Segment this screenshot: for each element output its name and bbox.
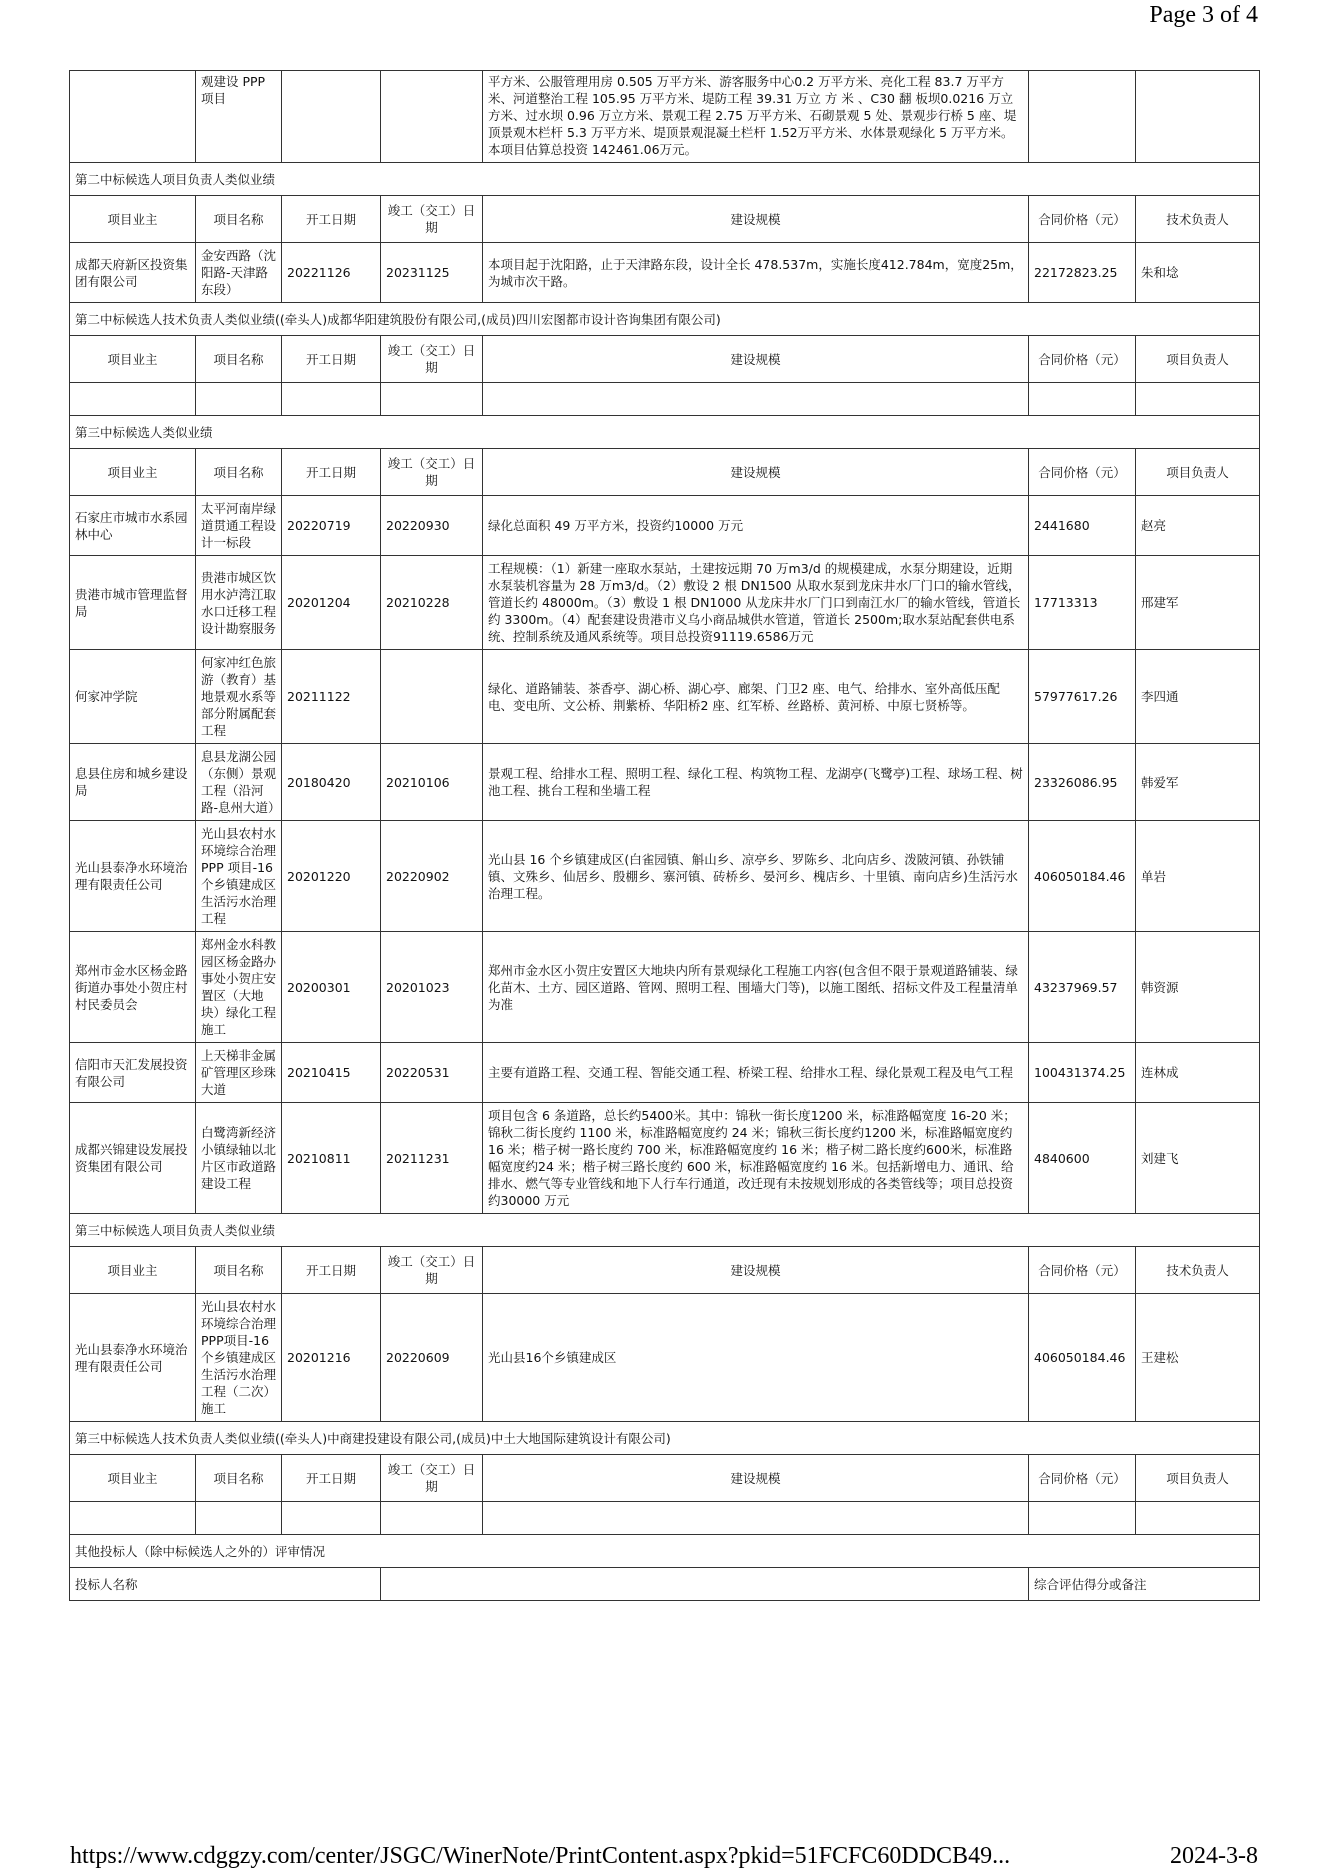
empty-cell (70, 1502, 196, 1535)
col-header-scale: 建设规模 (483, 1247, 1029, 1294)
section-title: 第三中标候选人技术负责人类似业绩((牵头人)中商建投建设有限公司,(成员)中土大地国际建筑设计有限公司) (70, 1422, 1260, 1455)
table-row (70, 243, 1260, 303)
cell-end-date: 20210228 (381, 556, 483, 650)
empty-cell (483, 1502, 1029, 1535)
empty-row (70, 383, 1260, 416)
cell-owner: 成都兴锦建设发展投资集团有限公司 (70, 1103, 196, 1214)
cell-c1 (70, 71, 196, 163)
cell-lead: 刘建飞 (1136, 1103, 1260, 1214)
empty-cell (1136, 1502, 1260, 1535)
results-table (69, 70, 1260, 1601)
col-header-price: 合同价格（元） (1029, 196, 1136, 243)
cell-project-name: 郑州金水科教园区杨金路办事处小贺庄安置区（大地块）绿化工程施工 (196, 932, 282, 1043)
col-header-owner: 项目业主 (70, 196, 196, 243)
col-header-start: 开工日期 (282, 336, 381, 383)
cell-start-date: 20201204 (282, 556, 381, 650)
cell-owner: 息县住房和城乡建设局 (70, 744, 196, 821)
cell-lead: 邢建军 (1136, 556, 1260, 650)
cell-c5: 平方米、公服管理用房 0.505 万平方米、游客服务中心0.2 万平方米、亮化工程 83.7 万平方米、河道整治工程 105.95 万平方米、堤防工程 39.31 万立 方 米 、C30 翻 板坝0.0216 万立方米、过水坝 0.96 万立方米、景观工程 2.75 万平方米、石砌景观 5 处、景观步行桥 5 座、堤顶景观木栏杆 5.3 万平方米、堤顶景观混凝土栏杆 1.52万平方米、水体景观绿化 5 万平方米。本项目估算总投资 142461.06万元。 (483, 71, 1029, 163)
col-header-owner: 项目业主 (70, 336, 196, 383)
cell-scale: 本项目起于沈阳路，止于天津路东段，设计全长 478.537m，实施长度412.784m，宽度25m，为城市次干路。 (483, 243, 1029, 303)
section-title: 第三中标候选人项目负责人类似业绩 (70, 1214, 1260, 1247)
cell-owner: 光山县泰净水环境治理有限责任公司 (70, 1294, 196, 1422)
cell-end-date (381, 650, 483, 744)
col-header-scale: 建设规模 (483, 449, 1029, 496)
cell-project-name: 光山县农村水环境综合治理PPP项目-16个乡镇建成区生活污水治理工程（二次）施工 (196, 1294, 282, 1422)
cell-price: 43237969.57 (1029, 932, 1136, 1043)
cell-price: 22172823.25 (1029, 243, 1136, 303)
cell-price: 4840600 (1029, 1103, 1136, 1214)
table-row (70, 1103, 1260, 1214)
cell-scale: 光山县 16 个乡镇建成区(白雀园镇、斛山乡、凉亭乡、罗陈乡、北向店乡、泼陂河镇、孙铁铺镇、文殊乡、仙居乡、殷棚乡、寨河镇、砖桥乡、晏河乡、槐店乡、十里镇、南向店乡)生活污水治理工程。 (483, 821, 1029, 932)
col-header-end: 竣工（交工）日期 (381, 196, 483, 243)
section-title: 其他投标人（除中标候选人之外的）评审情况 (70, 1535, 1260, 1568)
section-title: 第二中标候选人技术负责人类似业绩((牵头人)成都华阳建筑股份有限公司,(成员)四川宏图都市设计咨询集团有限公司) (70, 303, 1260, 336)
col-header-end: 竣工（交工）日期 (381, 1455, 483, 1502)
col-header-name: 项目名称 (196, 1247, 282, 1294)
table-row (70, 1043, 1260, 1103)
col-header-price: 合同价格（元） (1029, 1455, 1136, 1502)
col-header-name: 项目名称 (196, 1455, 282, 1502)
col-header-scale: 建设规模 (483, 196, 1029, 243)
footer-url: https://www.cdggzy.com/center/JSGC/WinerNote/PrintContent.aspx?pkid=51FCFC60DDCB49... (70, 1843, 1011, 1869)
cell-start-date: 20180420 (282, 744, 381, 821)
col-header-start: 开工日期 (282, 449, 381, 496)
others-header-row (70, 1568, 1260, 1601)
cell-lead: 赵亮 (1136, 496, 1260, 556)
cell-start-date: 20201216 (282, 1294, 381, 1422)
table-row (70, 821, 1260, 932)
cell-scale: 景观工程、给排水工程、照明工程、绿化工程、构筑物工程、龙湖亭(飞鹭亭)工程、球场工程、树池工程、挑台工程和坐墙工程 (483, 744, 1029, 821)
cell-owner: 郑州市金水区杨金路街道办事处小贺庄村村民委员会 (70, 932, 196, 1043)
cell-start-date: 20220719 (282, 496, 381, 556)
cell-owner: 石家庄市城市水系园林中心 (70, 496, 196, 556)
col-header-lead: 技术负责人 (1136, 1247, 1260, 1294)
cell-lead: 韩爱军 (1136, 744, 1260, 821)
footer-date: 2024-3-8 (1170, 1843, 1258, 1869)
col-header-end: 竣工（交工）日期 (381, 449, 483, 496)
col-header-end: 竣工（交工）日期 (381, 1247, 483, 1294)
cell-scale: 绿化、道路铺装、茶香亭、湖心桥、湖心亭、廊架、门卫2 座、电气、给排水、室外高低压配电、变电所、文公桥、荆紫桥、华阳桥2 座、红军桥、丝路桥、黄河桥、中原七贤桥等。 (483, 650, 1029, 744)
cell-lead: 李四通 (1136, 650, 1260, 744)
cell-c7 (1136, 71, 1260, 163)
table-row (70, 556, 1260, 650)
cell-project-name: 何家冲红色旅游（教育）基地景观水系等部分附属配套工程 (196, 650, 282, 744)
table-row (70, 71, 1260, 163)
cell-lead: 连林成 (1136, 1043, 1260, 1103)
cell-project-name: 上天梯非金属矿管理区珍珠大道 (196, 1043, 282, 1103)
cell-end-date: 20211231 (381, 1103, 483, 1214)
cell-scale: 光山县16个乡镇建成区 (483, 1294, 1029, 1422)
col-header-start: 开工日期 (282, 1455, 381, 1502)
cell-scale: 主要有道路工程、交通工程、智能交通工程、桥梁工程、给排水工程、绿化景观工程及电气工程 (483, 1043, 1029, 1103)
col-header-scale: 建设规模 (483, 336, 1029, 383)
cell-price: 17713313 (1029, 556, 1136, 650)
col-header-name: 项目名称 (196, 336, 282, 383)
empty-cell (381, 1502, 483, 1535)
empty-cell (196, 383, 282, 416)
cell-end-date: 20220609 (381, 1294, 483, 1422)
cell-end-date: 20231125 (381, 243, 483, 303)
col-header-lead: 技术负责人 (1136, 196, 1260, 243)
col-header-end: 竣工（交工）日期 (381, 336, 483, 383)
bidder-name-label: 投标人名称 (70, 1568, 381, 1601)
empty-cell (381, 383, 483, 416)
empty-cell (483, 383, 1029, 416)
section-title-row (70, 1422, 1260, 1455)
col-header-lead: 项目负责人 (1136, 449, 1260, 496)
col-header-name: 项目名称 (196, 196, 282, 243)
cell-project-name: 金安西路（沈阳路-天津路东段） (196, 243, 282, 303)
cell-price: 406050184.46 (1029, 1294, 1136, 1422)
empty-cell (70, 383, 196, 416)
col-header-price: 合同价格（元） (1029, 336, 1136, 383)
empty-cell (1136, 383, 1260, 416)
section-title: 第三中标候选人类似业绩 (70, 416, 1260, 449)
column-header-row (70, 196, 1260, 243)
cell-end-date: 20210106 (381, 744, 483, 821)
col-header-lead: 项目负责人 (1136, 336, 1260, 383)
column-header-row (70, 336, 1260, 383)
bidder-name-blank (381, 1568, 1029, 1601)
empty-cell (282, 1502, 381, 1535)
col-header-scale: 建设规模 (483, 1455, 1029, 1502)
column-header-row (70, 1455, 1260, 1502)
page-number: Page 3 of 4 (1149, 2, 1258, 28)
cell-start-date: 20210811 (282, 1103, 381, 1214)
empty-cell (1029, 1502, 1136, 1535)
cell-owner: 成都天府新区投资集团有限公司 (70, 243, 196, 303)
cell-lead: 单岩 (1136, 821, 1260, 932)
cell-scale: 绿化总面积 49 万平方米，投资约10000 万元 (483, 496, 1029, 556)
table-row (70, 650, 1260, 744)
cell-owner: 何家冲学院 (70, 650, 196, 744)
cell-price: 2441680 (1029, 496, 1136, 556)
column-header-row (70, 449, 1260, 496)
cell-owner: 光山县泰净水环境治理有限责任公司 (70, 821, 196, 932)
cell-lead: 韩资源 (1136, 932, 1260, 1043)
section-title-row (70, 163, 1260, 196)
print-footer (70, 1843, 1258, 1870)
cell-price: 23326086.95 (1029, 744, 1136, 821)
col-header-price: 合同价格（元） (1029, 1247, 1136, 1294)
cell-project-name: 贵港市城区饮用水泸湾江取水口迁移工程设计勘察服务 (196, 556, 282, 650)
cell-project-name: 白鹭湾新经济小镇绿轴以北片区市政道路建设工程 (196, 1103, 282, 1214)
table-row (70, 932, 1260, 1043)
column-header-row (70, 1247, 1260, 1294)
cell-lead: 王建松 (1136, 1294, 1260, 1422)
cell-price: 57977617.26 (1029, 650, 1136, 744)
empty-cell (282, 383, 381, 416)
cell-lead: 朱和埝 (1136, 243, 1260, 303)
table-body (70, 71, 1260, 1601)
cell-start-date: 20201220 (282, 821, 381, 932)
section-title-row (70, 1535, 1260, 1568)
cell-project-name: 太平河南岸绿道贯通工程设计一标段 (196, 496, 282, 556)
cell-start-date: 20211122 (282, 650, 381, 744)
cell-start-date: 20210415 (282, 1043, 381, 1103)
cell-owner: 贵港市城市管理监督局 (70, 556, 196, 650)
cell-scale: 工程规模：（1）新建一座取水泵站，土建按远期 70 万m3/d 的规模建成，水泵分期建设，近期水泵装机容量为 28 万m3/d。（2）敷设 2 根 DN1500 从取水泵到龙床井水厂门口的输水管线，管道长约 48000m。（3）敷设 1 根 DN1000 从龙床井水厂门口到南江水厂的输水管线，管道长约 3300m。（4）配套建设贵港市义乌小商品城供水管道，管道长 2500m;取水泵站配套供电系统、控制系统及通风系统等。项目总投资91119.6586万元 (483, 556, 1029, 650)
col-header-owner: 项目业主 (70, 449, 196, 496)
col-header-owner: 项目业主 (70, 1247, 196, 1294)
cell-price: 100431374.25 (1029, 1043, 1136, 1103)
cell-c6 (1029, 71, 1136, 163)
cell-start-date: 20200301 (282, 932, 381, 1043)
cell-end-date: 20220902 (381, 821, 483, 932)
empty-row (70, 1502, 1260, 1535)
col-header-start: 开工日期 (282, 196, 381, 243)
cell-end-date: 20201023 (381, 932, 483, 1043)
cell-scale: 郑州市金水区小贺庄安置区大地块内所有景观绿化工程施工内容(包含但不限于景观道路铺装、绿化苗木、土方、园区道路、管网、照明工程、围墙大门等)，以施工图纸、招标文件及工程量清单为准 (483, 932, 1029, 1043)
section-title-row (70, 1214, 1260, 1247)
section-title: 第二中标候选人项目负责人类似业绩 (70, 163, 1260, 196)
table-row (70, 496, 1260, 556)
table-row (70, 1294, 1260, 1422)
section-title-row (70, 416, 1260, 449)
cell-c4 (381, 71, 483, 163)
col-header-owner: 项目业主 (70, 1455, 196, 1502)
cell-price: 406050184.46 (1029, 821, 1136, 932)
empty-cell (196, 1502, 282, 1535)
section-title-row (70, 303, 1260, 336)
cell-owner: 信阳市天汇发展投资有限公司 (70, 1043, 196, 1103)
cell-end-date: 20220930 (381, 496, 483, 556)
cell-c2: 观建设 PPP 项目 (196, 71, 282, 163)
col-header-start: 开工日期 (282, 1247, 381, 1294)
cell-c3 (282, 71, 381, 163)
empty-cell (1029, 383, 1136, 416)
col-header-lead: 项目负责人 (1136, 1455, 1260, 1502)
cell-scale: 项目包含 6 条道路，总长约5400米。其中：锦秋一街长度1200 米，标准路幅宽度 16-20 米；锦秋二街长度约 1100 米，标准路幅宽度约 24 米；锦秋三街长度约1200 米，标准路幅宽度约 16 米；楷子树一路长度约 700 米，标准路幅宽度约 16 米；楷子树二路长度约600米，标准路幅宽度约24 米；楷子树三路长度约 600 米，标准路幅宽度约 16 米。包括新增电力、通讯、给排水、燃气等专业管线和地下人行车行通道，改迁现有未按规划形成的各类管线等；项目总投资约30000 万元 (483, 1103, 1029, 1214)
cell-end-date: 20220531 (381, 1043, 483, 1103)
table-row (70, 744, 1260, 821)
col-header-price: 合同价格（元） (1029, 449, 1136, 496)
cell-start-date: 20221126 (282, 243, 381, 303)
cell-project-name: 光山县农村水环境综合治理 PPP 项目-16个乡镇建成区生活污水治理工程 (196, 821, 282, 932)
cell-project-name: 息县龙湖公园（东侧）景观工程（沿河路-息州大道） (196, 744, 282, 821)
score-label: 综合评估得分或备注 (1029, 1568, 1260, 1601)
col-header-name: 项目名称 (196, 449, 282, 496)
